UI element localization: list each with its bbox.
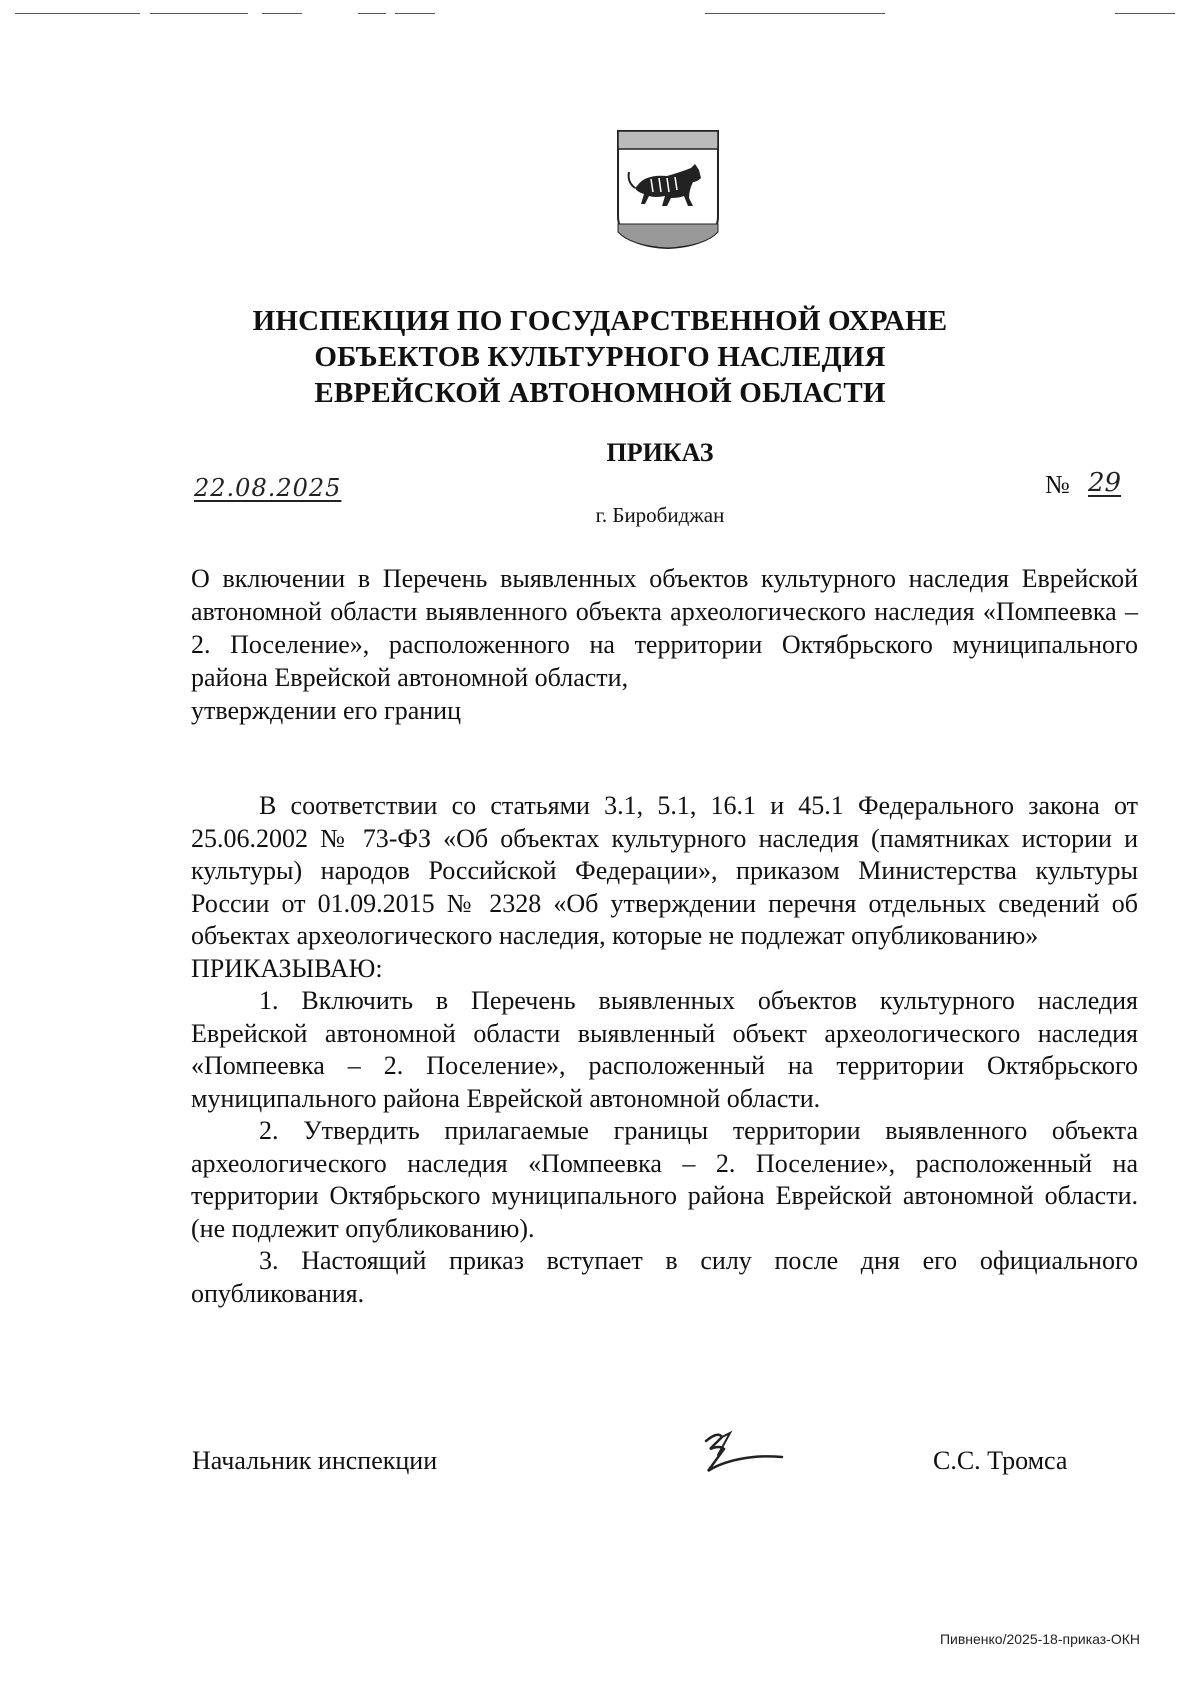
city: г. Биробиджан: [595, 503, 725, 527]
subject-text-last-line: утверждении его границ: [191, 696, 462, 725]
scan-line: [262, 13, 302, 14]
subject-text: О включении в Перечень выявленных объектов культурного наследия Еврейской автономной области выявленного объекта археологического наследия «Помпеевка – 2. Поселение», расположенного на территории Октябрьского муниципального района Еврейской автономной области,: [191, 564, 1138, 692]
signatory-position: Начальник инспекции: [192, 1446, 438, 1475]
coat-of-arms-tiger-icon: [615, 128, 721, 250]
header-line: ЕВРЕЙСКОЙ АВТОНОМНОЙ ОБЛАСТИ: [314, 377, 886, 409]
preamble-paragraph: В соответствии со статьями 3.1, 5.1, 16.1 и 45.1 Федерального закона от 25.06.2002 № 73-ФЗ «Об объектах культурного наследия (памятниках истории и культуры) народов Российской Федерации», приказом Министерства культуры России от 01.09.2015 № 2328 «Об утверждении перечня отдельных сведений об объектах археологического наследия, которые не подлежат опубликованию»: [191, 791, 1138, 950]
document-code: Пивненко/2025-18-приказ-ОКН: [939, 1631, 1140, 1647]
document-subject: [191, 562, 1138, 727]
header-line: ОБЪЕКТОВ КУЛЬТУРНОГО НАСЛЕДИЯ: [314, 341, 886, 373]
scan-line: [395, 13, 435, 14]
header-line: ИНСПЕКЦИЯ ПО ГОСУДАРСТВЕННОЙ ОХРАНЕ: [252, 305, 948, 337]
document-body: [191, 790, 1138, 1310]
document-number: 29: [1088, 468, 1122, 498]
document-date: 22.08.2025: [194, 474, 342, 502]
scan-line: [15, 13, 140, 14]
number-label: №: [1045, 470, 1070, 499]
scan-line: [705, 13, 885, 14]
order-item: 3. Настоящий приказ вступает в силу после дня его официального опубликования.: [191, 1246, 1138, 1308]
order-word: ПРИКАЗЫВАЮ:: [191, 953, 383, 983]
scan-line: [358, 13, 386, 14]
signatory-name: С.С. Тромса: [933, 1446, 1068, 1475]
scan-line: [1115, 13, 1175, 14]
order-item: 2. Утвердить прилагаемые границы территории выявленного объекта археологического наследия «Помпеевка – 2. Поселение», расположенный на территории Октябрьского муниципального района Еврейской автономной области. (не подлежит опубликованию).: [191, 1116, 1138, 1243]
organization-header: [0, 303, 1200, 411]
handwritten-signature-icon: [700, 1427, 786, 1483]
scan-line: [150, 13, 248, 14]
order-item: 1. Включить в Перечень выявленных объектов культурного наследия Еврейской автономной области выявленный объект археологического наследия «Помпеевка – 2. Поселение», расположенный на территории Октябрьского муниципального района Еврейской автономной области.: [191, 986, 1138, 1113]
document-title: ПРИКАЗ: [606, 438, 714, 467]
